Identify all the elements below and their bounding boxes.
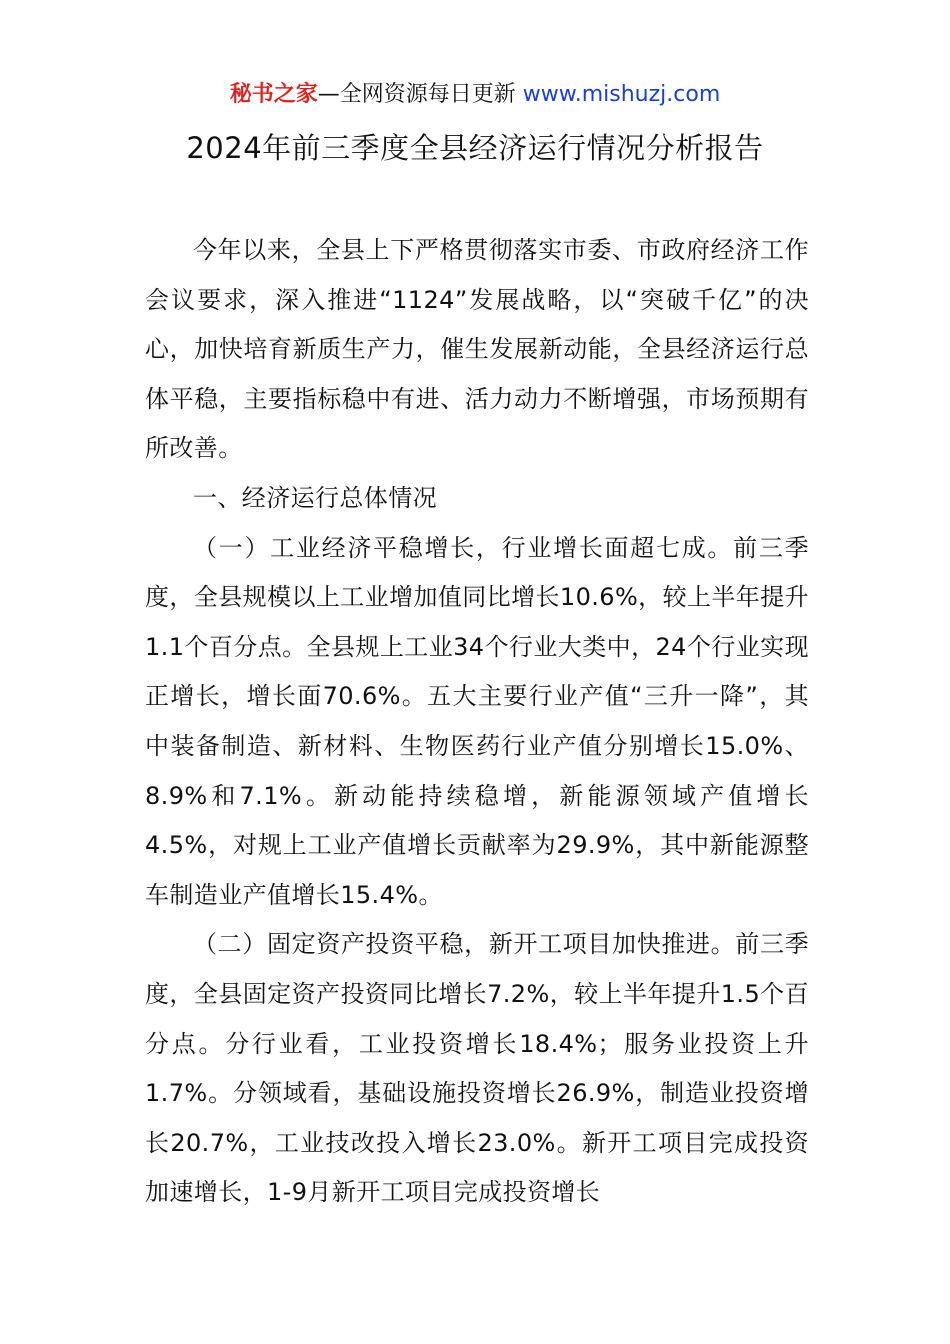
brand-name: 秘书之家 <box>229 82 318 107</box>
site-banner <box>0 80 950 110</box>
section-heading: 一、经济运行总体情况 <box>193 483 437 512</box>
document-body <box>145 226 809 1218</box>
site-url-link[interactable]: www.mishuzj.com <box>522 82 721 107</box>
banner-tagline: —全网资源每日更新 <box>317 82 523 107</box>
industry-paragraph: （一）工业经济平稳增长，行业增长面超七成。前三季度，全县规模以上工业增加值同比增长10.6%，较上半年提升1.1个百分点。全县规上工业34个行业大类中，24个行业实现正增长，增长面70.6%。五大主要行业产值“三升一降”，其中装备制造、新材料、生物医药行业产值分别增长15.0%、8.9%和7.1%。新动能持续稳增，新能源领域产值增长4.5%，对规上工业产值增长贡献率为29.9%，其中新能源整车制造业产值增长15.4%。 <box>145 533 809 909</box>
document-title: 2024年前三季度全县经济运行情况分析报告 <box>186 131 764 165</box>
investment-paragraph: （二）固定资产投资平稳，新开工项目加快推进。前三季度，全县固定资产投资同比增长7.2%，较上半年提升1.5个百分点。分行业看，工业投资增长18.4%；服务业投资上升1.7%。分领域看，基础设施投资增长26.9%，制造业投资增长20.7%，工业技改投入增长23.0%。新开工项目完成投资加速增长，1-9月新开工项目完成投资增长 <box>145 930 809 1207</box>
intro-paragraph: 今年以来，全县上下严格贯彻落实市委、市政府经济工作会议要求，深入推进“1124”发展战略，以“突破千亿”的决心，加快培育新质生产力，催生发展新动能，全县经济运行总体平稳，主要指标稳中有进、活力动力不断增强，市场预期有所改善。 <box>145 236 809 463</box>
